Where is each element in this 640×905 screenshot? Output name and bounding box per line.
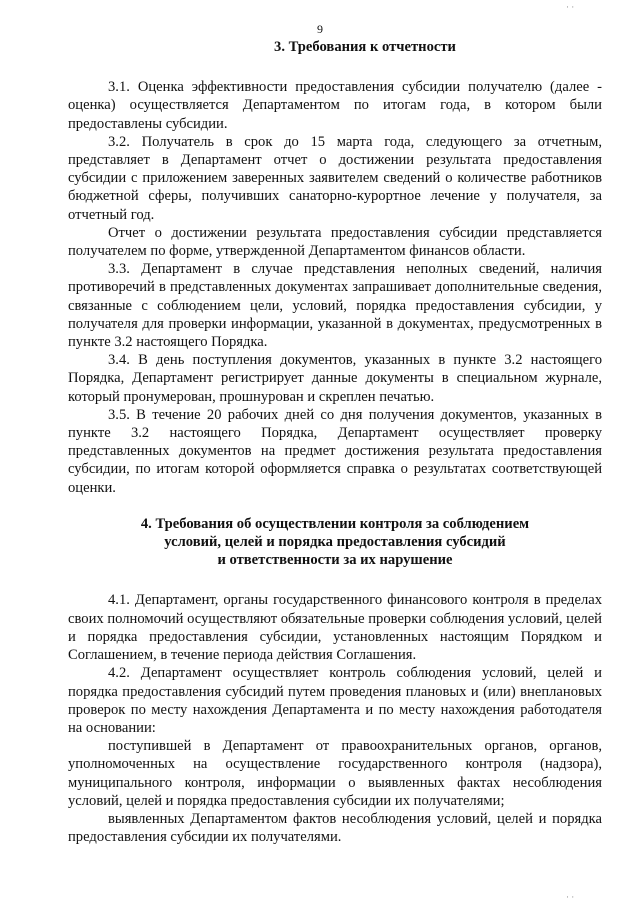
section-3-title: 3. Требования к отчетности	[274, 39, 456, 55]
paragraph-4-2: 4.2. Департамент осуществляет контроль соблюдения условий, целей и порядка предоставления субсидий путем проведения плановых и (или) внеплановых проверок по месту нахождения Департамента и по месту нахождения работодателя на основании:	[68, 665, 602, 736]
margin-mark-bottom: · ·	[566, 892, 575, 902]
document-body	[68, 38, 602, 846]
paragraph-3-3: 3.3. Департамент в случае представления неполных сведений, наличия противоречий в представленных документах запрашивает дополнительные сведения, связанные с соблюдением цели, условий, порядка предоставления субсидии, у получателя для проверки информации, указанной в документах, предусмотренных в пункте 3.2 настоящего Порядка.	[68, 261, 602, 351]
section-4-title-line: 4. Требования об осуществлении контроля за соблюдением	[140, 515, 530, 532]
paragraph-3-2-report: Отчет о достижении результата предоставления субсидии представляется получателем по форме, утвержденной Департаментом финансов области.	[68, 224, 602, 260]
paragraph-3-4: 3.4. В день поступления документов, указанных в пункте 3.2 настоящего Порядка, Департамент регистрирует данные документы в специальном журнале, который пронумерован, прошнурован и скреплен печатью.	[68, 352, 602, 405]
paragraph-3-1: 3.1. Оценка эффективности предоставления субсидии получателю (далее - оценка) осуществляется Департаментом по итогам года, в котором были предоставлены субсидии.	[68, 79, 602, 132]
paragraph-3-2: 3.2. Получатель в срок до 15 марта года, следующего за отчетным, представляет в Департамент отчет о достижении результата предоставления субсидии с приложением заверенных заявителем сведений о количестве работников бюджетной сферы, получивших санаторно-курортное лечение у получателя, за отчетный год.	[68, 133, 602, 223]
paragraph-4-1: 4.1. Департамент, органы государственного финансового контроля в пределах своих полномочий осуществляют обязательные проверки соблюдения условий, целей и порядка предоставления субсидии, установленных настоящим Порядком и Соглашением, в течение периода действия Соглашения.	[68, 592, 602, 664]
paragraph-3-5: 3.5. В течение 20 рабочих дней со дня получения документов, указанных в пункте 3.2 настоящего Порядка, Департамент осуществляет проверку представленных документов на предмет достижения результата предоставления субсидии, по итогам которой оформляется справка о результатах соответствующей оценки.	[68, 406, 602, 496]
section-4-title-line: и ответственности за их нарушение	[217, 552, 453, 569]
paragraph-4-2-basis-1: поступившей в Департамент от правоохранительных органов, органов, уполномоченных на осуществление государственного контроля (надзора), муниципального контроля, информации о выявленных фактах несоблюдения условий, целей и порядка предоставления субсидии их получателями;	[68, 738, 602, 809]
paragraph-4-2-basis-2: выявленных Департаментом фактов несоблюдения условий, целей и порядка предоставления субсидии их получателями.	[68, 810, 602, 846]
margin-mark-top: · ·	[566, 2, 575, 12]
section-4-title	[68, 515, 602, 570]
page-number: 9	[317, 22, 323, 36]
section-4-title-line: условий, целей и порядка предоставления субсидий	[164, 534, 506, 551]
